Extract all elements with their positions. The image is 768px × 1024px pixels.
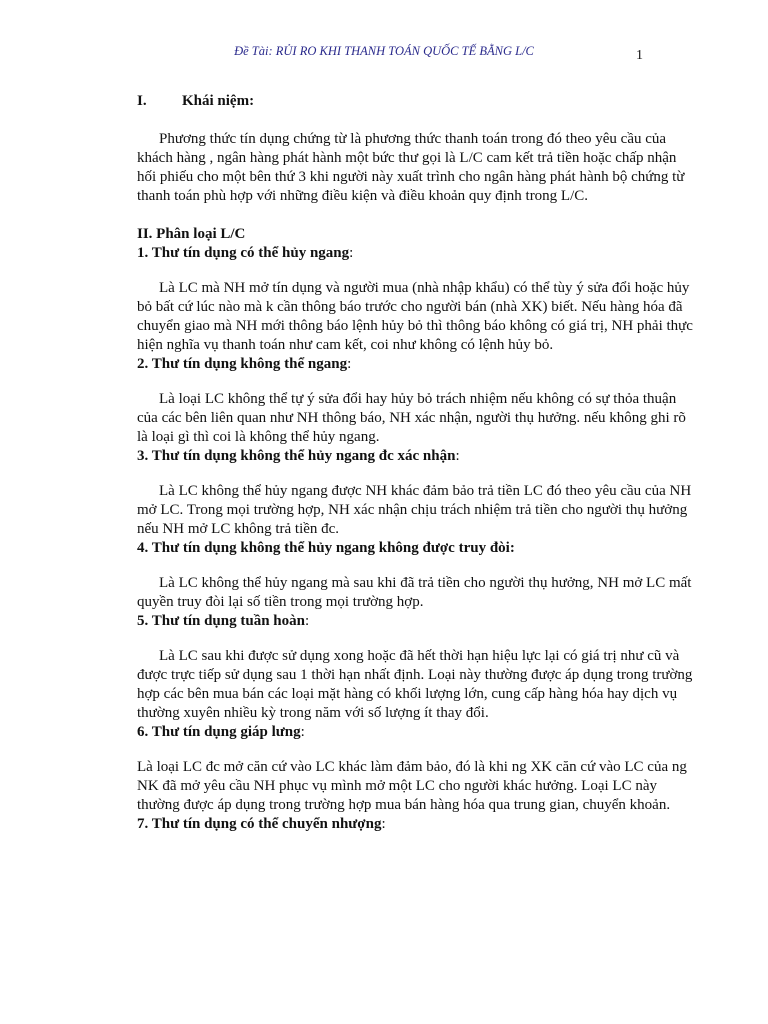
- item-5-title: 5. Thư tín dụng tuần hoàn: [137, 613, 305, 629]
- item-5-heading: [137, 612, 697, 631]
- section-1-number: I.: [137, 93, 147, 109]
- item-7-heading: [137, 815, 697, 834]
- item-7-title: 7. Thư tín dụng có thể chuyển nhượng: [137, 816, 382, 832]
- item-1-title: 1. Thư tín dụng có thể hủy ngang: [137, 245, 350, 261]
- item-3-heading: [137, 447, 697, 466]
- section-2-heading: II. Phân loại L/C: [137, 226, 246, 242]
- item-4-title: 4. Thư tín dụng không thể hủy ngang không được truy đòi:: [137, 540, 515, 556]
- item-5-colon: :: [304, 613, 310, 629]
- item-1-heading: [137, 244, 697, 263]
- item-3-title: 3. Thư tín dụng không thể hủy ngang đc xác nhận: [137, 448, 456, 464]
- item-2-title: 2. Thư tín dụng không thể ngang: [137, 356, 348, 372]
- item-6-paragraph: Là loại LC đc mở căn cứ vào LC khác làm đảm bảo, đó là khi ng XK căn cứ vào LC của ng NK đã mở yêu cầu NH phục vụ mình mở một LC cho người khác hưởng. Loại LC này thường được áp dụng trong trường hợp mua bán hàng hóa qua trung gian, chuyển khoản.: [137, 759, 687, 813]
- item-4-heading: [137, 539, 697, 558]
- item-1-colon: :: [349, 245, 354, 261]
- running-header: Đề Tài: RỦI RO KHI THANH TOÁN QUỐC TẾ BẰNG L/C: [234, 44, 534, 58]
- item-6-colon: :: [300, 724, 305, 740]
- item-1-paragraph: Là LC mà NH mở tín dụng và người mua (nhà nhập khẩu) có thể tùy ý sửa đổi hoặc hủy bỏ bất cứ lúc nào mà k cần thông báo trước cho người bán (nhà XK) biết. Nếu hàng hóa đã chuyển giao mà NH mới thông báo lệnh hủy bỏ thì thông báo không có giá trị, NH phải thực hiện nghĩa vụ thanh toán như cam kết, coi như không có lệnh hủy bỏ.: [137, 280, 693, 353]
- section-1-paragraph: Phương thức tín dụng chứng từ là phương thức thanh toán trong đó theo yêu cầu của khách hàng , ngân hàng phát hành một bức thư gọi là L/C cam kết trả tiền hoặc chấp nhận hối phiếu cho một bên thứ 3 khi người này xuất trình cho ngân hàng phát hành bộ chứng từ thanh toán phù hợp với những điều kiện và điều khoản quy định trong L/C.: [137, 131, 685, 204]
- item-6-heading: [137, 723, 697, 742]
- section-1-heading: [137, 92, 697, 111]
- page-number: 1: [636, 48, 643, 63]
- item-4-paragraph: Là LC không thể hủy ngang mà sau khi đã trả tiền cho người thụ hưởng, NH mở LC mất quyền truy đòi lại số tiền trong mọi trường hợp.: [137, 575, 692, 610]
- item-5-paragraph: Là LC sau khi được sử dụng xong hoặc đã hết thời hạn hiệu lực lại có giá trị như cũ và được trực tiếp sử dụng sau 1 thời hạn nhất định. Loại này thường được áp dụng trong trường hợp các bên mua bán các loại mặt hàng có khối lượng lớn, cung cấp hàng hóa hay dịch vụ thường xuyên nhiều kỳ trong năm với số lượng ít thay đổi.: [137, 648, 693, 721]
- document-body: [137, 92, 697, 834]
- item-2-colon: :: [347, 356, 352, 372]
- section-1-title: Khái niệm:: [182, 93, 255, 109]
- item-7-colon: :: [381, 816, 386, 832]
- item-3-paragraph: Là LC không thể hủy ngang được NH khác đảm bảo trả tiền LC đó theo yêu cầu của NH mở LC. Trong mọi trường hợp, NH xác nhận chịu trách nhiệm trả tiền cho người thụ hưởng nếu NH mở LC không trả tiền đc.: [137, 483, 692, 537]
- item-6-title: 6. Thư tín dụng giáp lưng: [137, 724, 301, 740]
- item-2-paragraph: Là loại LC không thể tự ý sửa đổi hay hủy bỏ trách nhiệm nếu không có sự thỏa thuận của các bên liên quan như NH thông báo, NH xác nhận, người thụ hưởng. nếu không ghi rõ là loại gì thì coi là không thể hủy ngang.: [137, 391, 686, 445]
- item-2-heading: [137, 355, 697, 374]
- item-3-colon: :: [455, 448, 460, 464]
